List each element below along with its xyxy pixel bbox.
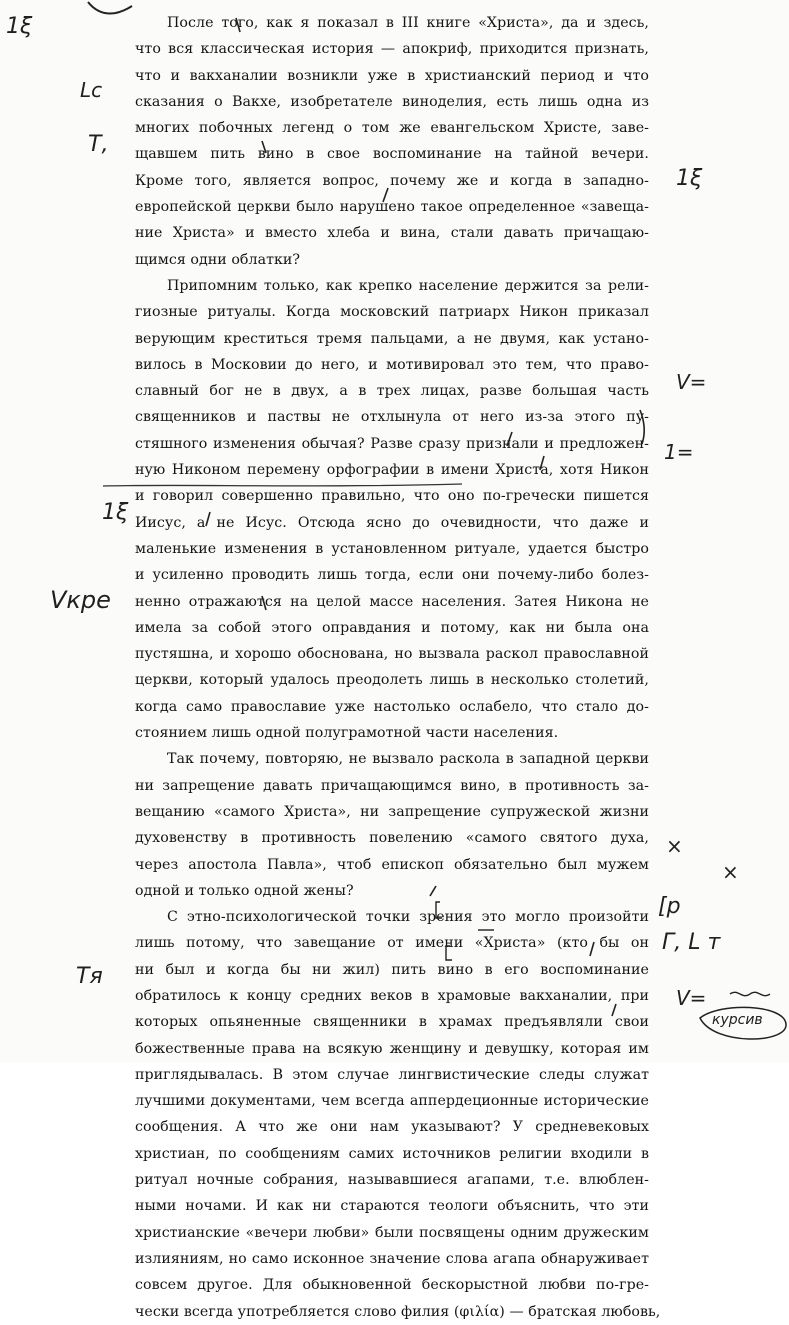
text-line: верующим креститься тремя пальцами, а не двумя, как устано- [135,330,649,347]
insert-mark [383,188,388,202]
text-line: Припомним только, как крепко население держится за рели- [167,277,649,294]
text-line: что вся классическая история — апокриф, приходится признать, [135,41,649,58]
pen-stroke-sidebar [103,484,462,486]
bracket-mark [446,946,452,960]
text-line: чески всегда употребляется слово филия (φιλία) — братская любовь, [135,1303,661,1320]
text-line: приглядывалась. В этом случае лингвистические следы служат [135,1066,649,1083]
text-line: сказания о Вакхе, изобретателе виноделия, есть лишь одна из [135,93,649,110]
text-line: ни был и когда бы ни жил) пить вино в его воспоминание [135,961,649,978]
text-line: многих побочных легенд о том же евангельском Христе, заве- [135,120,649,137]
margin-note: 1ξ [676,166,703,191]
margin-note: Т, [88,132,109,157]
text-line: христианские «вечери любви» были посвящены одним дружеским [135,1224,649,1241]
margin-note: Vкре [50,586,111,614]
text-line: щавшем пить вино в свое воспоминание на тайной вечери. [135,146,649,163]
margin-note: Г, L т [662,930,721,955]
text-line: и усиленно проводить лишь тогда, если они почему-либо болез- [135,567,649,584]
margin-note: V= [676,370,707,394]
text-line: славный бог не в двух, а в трех лицах, разве большая часть [135,383,649,400]
text-line: ритуал ночные собрания, называвшиеся агапами, т.е. влюблен- [135,1172,649,1189]
text-line: ными ночами. И как ни стараются теологи объяснить, что эти [135,1198,649,1215]
text-line: ние Христа» и вместо хлеба и вина, стали давать причащаю- [135,225,649,242]
text-line: Кроме того, является вопрос, почему же и когда в западно- [135,172,649,189]
insert-mark [206,512,210,526]
insert-mark [540,456,544,470]
text-line: духовенству в противность повелению «самого святого духа, [135,830,649,847]
text-line: вещанию «самого Христа», ни запрещение супружеской жизни [135,803,649,820]
text-line: обратилось к концу средних веков в храмовые вакханалии, при [135,987,649,1004]
text-line: щимся одни облатки? [135,251,301,268]
text-line: священников и паствы не отхлынула от него из-за этого пу- [135,409,649,426]
margin-note: 1= [664,440,694,464]
text-line: христиан, по сообщениям самих источников религии входили в [135,1145,649,1162]
text-line: через апостола Павла», чтоб епископ обязательно был мужем [135,856,649,873]
text-line: маленькие изменения в установленном ритуале, удается быстро [135,540,649,557]
margin-note: Lc [80,78,103,102]
text-line: гиозные ритуалы. Когда московский патриарх Никон приказал [135,304,649,321]
margin-note: V= [676,986,707,1010]
text-line: лучшими документами, чем всегда аппердеционные исторические [135,1093,649,1110]
text-line: После того, как я показал в III книге «Христа», да и здесь, [167,15,649,31]
text-line: церкви, который удалось преодолеть лишь в несколько столетий, [135,672,649,689]
text-line: ненно отражаются на целой массе населения. Затея Никона не [135,593,649,610]
text-line: что и вакханалии возникли уже в христианский период и что [135,67,649,84]
text-line: излияниям, но само исконное значение слова агапа обнаруживает [135,1250,649,1267]
margin-note: 1ξ [102,500,129,525]
margin-note: × [722,860,739,884]
margin-note: Тя [76,964,103,989]
text-line: европейской церкви было нарушено такое определенное «завеща- [135,199,649,216]
text-line: стяшного изменения обычая? Разве сразу признали и предложен- [135,435,649,452]
text-line: стоянием лишь одной полуграмотной части населения. [135,725,559,742]
text-line: и говорил совершенно правильно, что оно по-гречески пишется [135,488,649,505]
insert-mark [236,18,240,32]
text-line: имела за собой этого оправдания и потому, как ни была она [135,619,649,636]
text-line: ную Никоном перемену орфографии в имени Христа, хотя Никон [135,462,649,479]
text-line: пустяшна, и хорошо обоснована, но вызвала раскол православной [135,646,649,663]
text-line: лишь потому, что завещание от имени «Христа» (кто бы он [135,935,649,952]
text-line: совсем другое. Для обыкновенной бескорыстной любви по-гре- [135,1277,649,1294]
insert-mark [640,410,644,444]
text-line: ни запрещение давать причащающимся вино, в противность за- [135,777,649,794]
text-line: Иисус, а не Исус. Отсюда ясно до очевидности, что даже и [135,514,649,531]
text-line: когда само православие уже настолько ослабело, что стало до- [135,698,649,715]
margin-note: 1ξ [6,14,33,39]
text-line: одной и только одной жены? [135,882,354,899]
margin-note: × [666,834,683,858]
insert-mark [590,942,594,956]
text-line: С этно-психологической точки зрения это могло произойти [167,909,649,926]
insert-mark [430,886,436,896]
text-line: сообщения. А что же они нам указывают? У средневековых [135,1119,649,1136]
text-line: божественные права на всякую женщину и девушку, которая им [135,1040,649,1057]
bracket-mark [436,902,442,918]
text-line: Так почему, повторяю, не вызвало раскола в западной церкви [167,751,649,768]
text-line: вилось в Московии до него, и мотивировал это тем, что право- [135,356,649,373]
insert-mark [612,1004,616,1016]
insert-mark [507,432,512,446]
insert-mark [262,596,266,610]
text-line: которых опьяненные священники в храмах предъявляли свои [135,1014,649,1031]
margin-note: [р [658,894,681,919]
margin-note: курсив [712,1012,763,1028]
pen-stroke-top [88,2,132,14]
insert-mark [262,141,266,153]
wavy-mark [730,992,770,995]
